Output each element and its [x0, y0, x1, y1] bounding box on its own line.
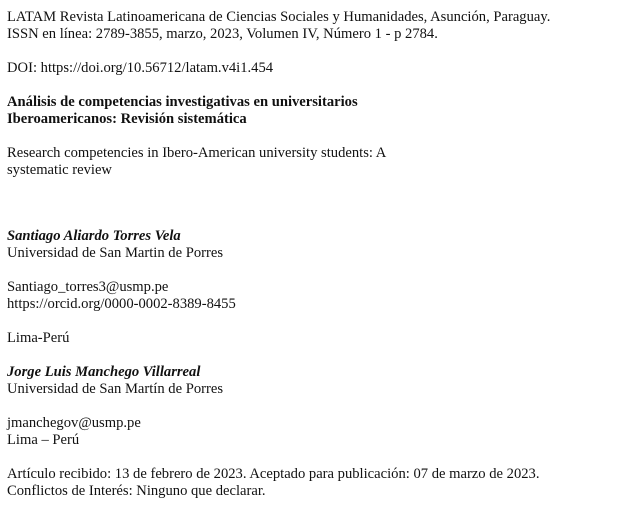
author-affiliation: Universidad de San Martin de Porres	[7, 245, 224, 261]
article-footer	[7, 466, 619, 500]
author-email: Santiago_torres3@usmp.pe	[7, 279, 169, 295]
title-spanish-line-1: Análisis de competencias investigativas en universitarios	[7, 94, 358, 110]
journal-header	[7, 9, 619, 43]
paper-front-matter	[7, 9, 619, 500]
author-location: Lima-Perú	[7, 330, 70, 346]
author-2	[7, 364, 619, 449]
author-name: Jorge Luis Manchego Villarreal	[7, 364, 201, 380]
title-english-line-2: systematic review	[7, 162, 112, 178]
author-name: Santiago Aliardo Torres Vela	[7, 228, 181, 244]
doi-line: DOI: https://doi.org/10.56712/latam.v4i1.454	[7, 60, 274, 76]
title-spanish	[7, 94, 619, 128]
conflicts-line: Conflictos de Interés: Ninguno que declarar.	[7, 483, 266, 499]
author-1	[7, 228, 619, 347]
author-affiliation: Universidad de San Martín de Porres	[7, 381, 224, 397]
journal-line: LATAM Revista Latinoamericana de Ciencias Sociales y Humanidades, Asunción, Paraguay.	[7, 9, 551, 25]
author-location: Lima – Perú	[7, 432, 80, 448]
title-spanish-line-2: Iberoamericanos: Revisión sistemática	[7, 111, 247, 127]
title-english	[7, 145, 619, 179]
received-line: Artículo recibido: 13 de febrero de 2023. Aceptado para publicación: 07 de marzo de 2023.	[7, 466, 540, 482]
author-email: jmanchegov@usmp.pe	[7, 415, 141, 431]
title-english-line-1: Research competencies in Ibero-American university students: A	[7, 145, 387, 161]
issn-line: ISSN en línea: 2789-3855, marzo, 2023, Volumen IV, Número 1 - p 2784.	[7, 26, 438, 42]
author-orcid: https://orcid.org/0000-0002-8389-8455	[7, 296, 236, 312]
